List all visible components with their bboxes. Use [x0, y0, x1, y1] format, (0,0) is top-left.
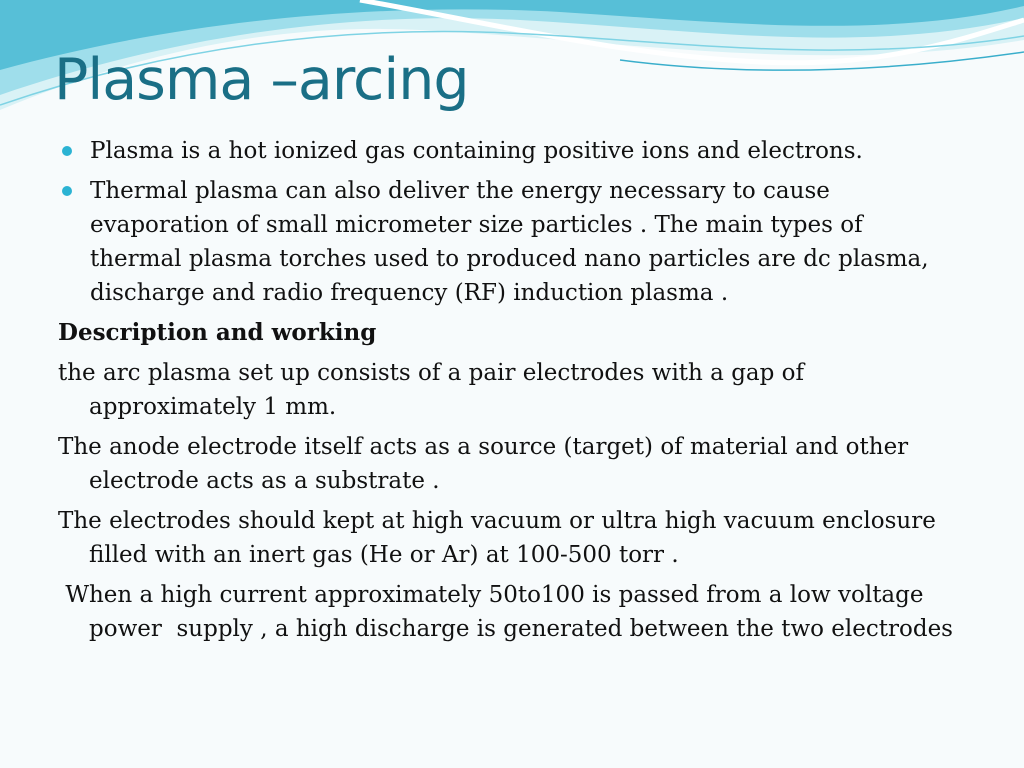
paragraph: the arc plasma set up consists of a pair electrodes with a gap of approximately 1 mm. — [58, 360, 805, 420]
bullet-dot-icon — [62, 186, 72, 196]
section-heading: Description and working — [58, 319, 377, 346]
paragraph: The electrodes should kept at high vacuum or ultra high vacuum enclosure filled with an inert gas (He or Ar) at 100-500 torr . — [58, 508, 936, 568]
paragraph: When a high current approximately 50to100 is passed from a low voltage power supply , a high discharge is generated between the two electrodes — [58, 582, 953, 642]
slide-title: Plasma –arcing — [54, 47, 469, 113]
bullet-item — [58, 134, 958, 168]
paragraph: The anode electrode itself acts as a source (target) of material and other electrode acts as a substrate . — [58, 434, 909, 494]
bullet-item — [58, 174, 958, 310]
bullet-text: Plasma is a hot ionized gas containing positive ions and electrons. — [90, 138, 863, 164]
bullet-text: Thermal plasma can also deliver the energy necessary to cause evaporation of small micrometer size particles . The main types of thermal plasma torches used to produced nano particles are dc plasma, discharge and radio frequency (RF) induction plasma . — [90, 178, 929, 306]
slide-content — [58, 134, 958, 652]
bullet-dot-icon — [62, 146, 72, 156]
